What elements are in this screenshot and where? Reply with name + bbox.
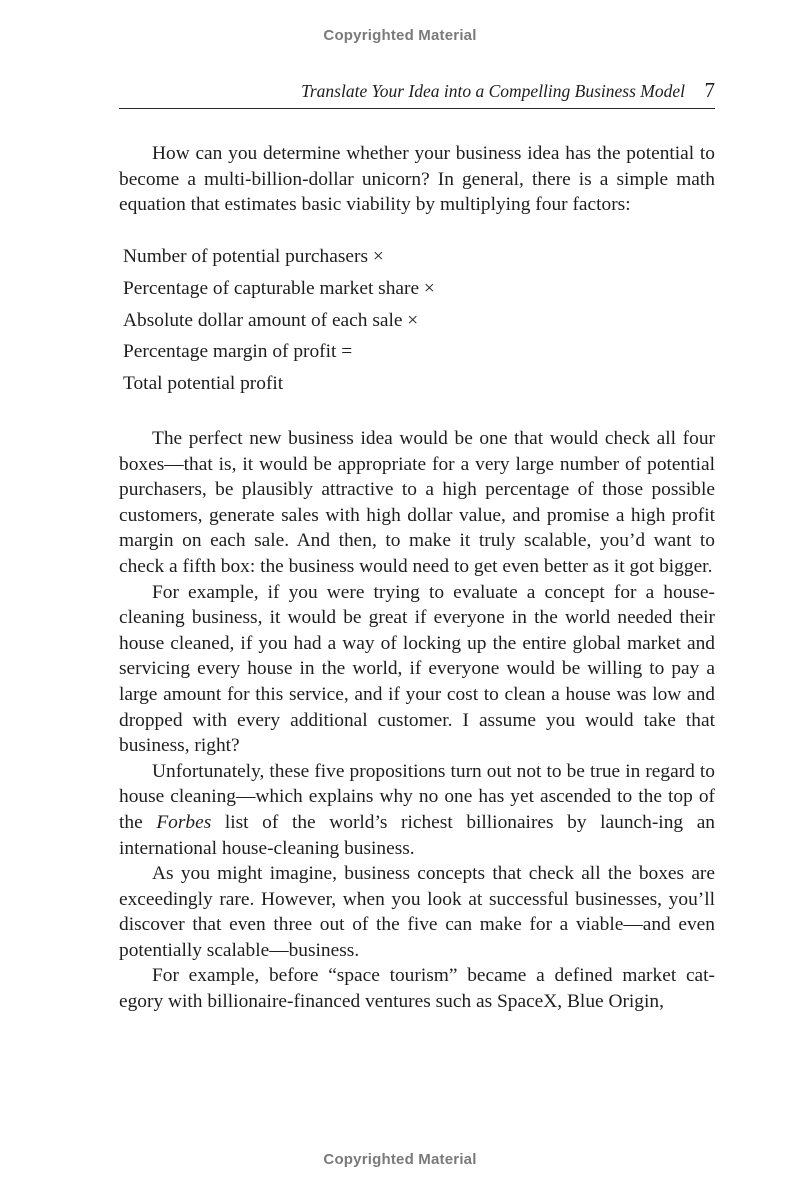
paragraph-unfortunately (119, 759, 715, 861)
copyright-watermark-top: Copyrighted Material (323, 27, 477, 44)
formula-line: Number of potential purchasers × (123, 246, 384, 267)
formula-line: Percentage of capturable market share × (123, 277, 435, 299)
viability-formula (123, 243, 683, 402)
paragraph-perfect-idea: The perfect new business idea would be one that would check all four boxes—that is, it would be appropriate for a very large number of potential purchasers, be plausibly attractive to a high percentage of those possible customers, generate sales with high dollar value, and promise a high profit margin on each sale. And then, to make it truly scalable, you’d want to check a fifth box: the business would need to get even better as it got bigger. (119, 428, 715, 577)
intro-paragraph: How can you determine whether your business idea has the potential to become a multi-billion-dollar unicorn? In general, there is a simple math equation that estimates basic viability by multiplying four factors: (119, 143, 715, 216)
text-segment: list of the world’s richest billionaires by launch-ing an international house-cleaning business. (119, 811, 716, 859)
paragraph-imagine: As you might imagine, business concepts that check all the boxes are exceedingly rare. However, when you look at successful businesses, you’ll discover that even three out of the five can make for a viable—and even potentially scalable—business. (119, 863, 715, 961)
intro-block (119, 141, 715, 218)
text-segment: Unfortunately, these five propositions turn out not to be true in regard to house cleaning—which explains why no one has yet ascended to the top of the (119, 760, 715, 833)
running-title: Translate Your Idea into a Compelling Business Model (301, 81, 685, 101)
paragraph-space-tourism: For example, before “space tourism” became a defined market cat-egory with billionaire-financed ventures such as SpaceX, Blue Origin, (119, 965, 715, 1013)
formula-line: Total potential profit (123, 373, 284, 395)
page-number: 7 (704, 78, 715, 102)
formula-line: Absolute dollar amount of each sale × (123, 309, 419, 331)
formula-line: Percentage margin of profit = (123, 341, 353, 363)
forbes-italic: Forbes (156, 811, 212, 833)
copyright-watermark-bottom: Copyrighted Material (323, 1151, 477, 1168)
body-text (119, 426, 715, 1015)
paragraph-house-cleaning-example: For example, if you were trying to evaluate a concept for a house-cleaning business, it would be great if everyone in the world needed their house cleaned, if you had a way of locking up the entire global market and servicing every house in the world, if everyone would be willing to pay a large amount for this service, and if your cost to clean a house was low and dropped with every additional customer. I assume you would take that business, right? (119, 581, 715, 757)
running-header (119, 78, 715, 109)
